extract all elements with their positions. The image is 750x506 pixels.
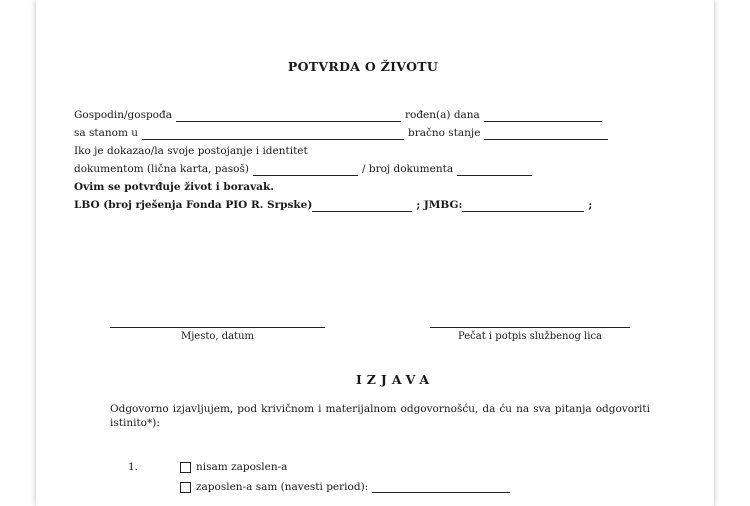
stamp-signature-block [430,327,630,342]
list-item [128,473,510,493]
birth-date-field[interactable] [484,110,602,122]
document-type-field[interactable] [253,164,358,176]
document-title: POTVRDA O ŽIVOTU [287,59,439,74]
name-label: Gospodin/gospođa [74,109,172,121]
form-row-confirmation [74,176,634,194]
marital-status-field[interactable] [484,128,608,140]
signature-section [110,327,640,357]
lbo-row-end: ; [588,199,593,211]
place-date-block [110,327,325,342]
place-date-line[interactable] [110,327,325,328]
form-row-name [74,104,634,122]
unemployed-label: nisam zaposlen-a [196,461,288,473]
employed-label: zaposlen-a sam (navesti period): [196,481,369,493]
birth-date-label: rođen(a) dana [404,109,480,121]
lbo-field[interactable] [312,200,412,212]
jmbg-field[interactable] [462,200,584,212]
document-number-label: / broj dokumenta [361,163,454,175]
statement-text: Odgovorno izjavljujem, pod krivičnom i materijalnom odgovornošću, da ću na sva pitanja odgovoriti istinito*): [110,403,650,429]
employed-checkbox[interactable] [180,482,191,493]
document-number-field[interactable] [457,164,532,176]
form-section [74,60,634,212]
stamp-signature-label: Pečat i potpis službenog lica [457,331,603,342]
form-row-residence [74,122,634,140]
list-item [128,453,510,473]
place-date-label: Mjesto, datum [180,331,255,342]
form-row-document [74,158,634,176]
form-row-lbo [74,194,634,212]
identity-text: Iko je dokazao/la svoje postojanje i identitet [74,145,308,157]
name-field[interactable] [176,110,401,122]
stamp-signature-line[interactable] [430,327,630,328]
statement-title: IZJAVA [355,372,435,387]
statement-list [128,453,510,493]
document-type-label: dokumentom (lična karta, pasoš) [74,163,249,175]
unemployed-checkbox[interactable] [180,462,191,473]
employment-period-field[interactable] [372,481,510,493]
residence-label: sa stanom u [74,127,138,139]
residence-field[interactable] [142,128,404,140]
item-number: 1. [128,461,139,473]
form-row-identity [74,140,634,158]
confirmation-text: Ovim se potvrđuje život i boravak. [74,181,274,193]
lbo-label: LBO (broj rješenja Fonda PIO R. Srpske) [74,199,313,211]
marital-status-label: bračno stanje [408,127,481,139]
jmbg-label: ; JMBG: [416,199,463,211]
